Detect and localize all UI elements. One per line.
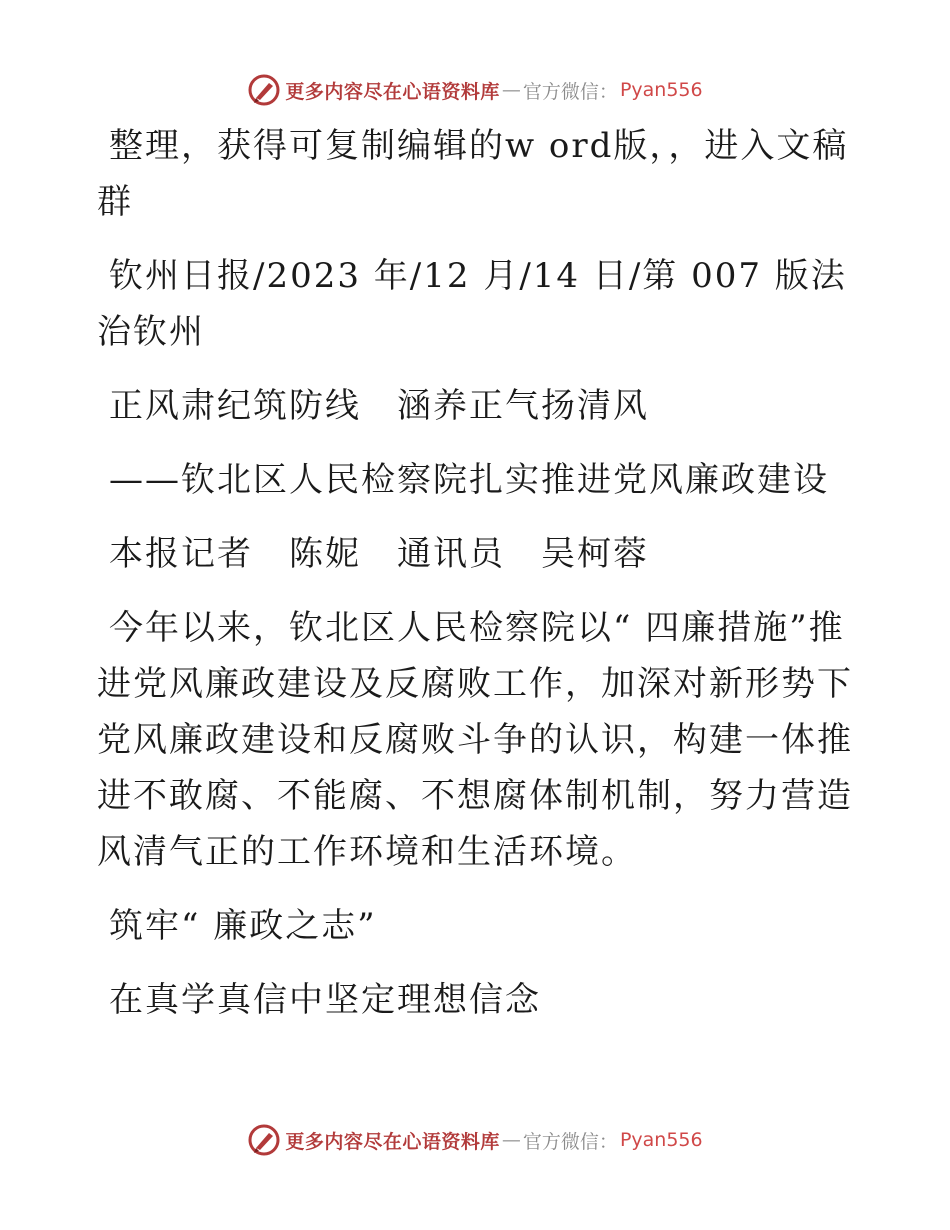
headline: 正风肃纪筑防线 涵养正气扬清风 xyxy=(109,386,649,426)
source-line: 钦州日报/2023 年/12 月/14 日/第 007 版法治钦州 xyxy=(97,256,847,352)
watermark-official-label: 官方微信： xyxy=(522,80,618,103)
document-body xyxy=(97,118,857,1046)
section-heading: 筑牢“ 廉政之志” xyxy=(109,906,377,946)
section-subheading: 在真学真信中坚定理想信念 xyxy=(109,980,541,1020)
watermark-separator: — xyxy=(501,79,521,101)
pen-logo-icon xyxy=(247,1123,281,1157)
watermark-banner-top xyxy=(0,70,950,110)
watermark-site: 更多内容尽在心语资料库 xyxy=(285,1130,500,1153)
watermark-site: 更多内容尽在心语资料库 xyxy=(285,80,500,103)
intro-line: 整理，获得可复制编辑的w ord版，，进入文稿群 xyxy=(97,126,849,222)
watermark-official-label: 官方微信： xyxy=(522,1130,618,1153)
subheadline: ——钦北区人民检察院扎实推进党风廉政建设 xyxy=(109,460,829,500)
watermark-wechat-id: Pyan556 xyxy=(619,79,703,101)
watermark-banner-bottom xyxy=(0,1120,950,1160)
pen-logo-icon xyxy=(247,73,281,107)
watermark-wechat-id: Pyan556 xyxy=(619,1129,703,1151)
byline: 本报记者 陈妮 通讯员 吴柯蓉 xyxy=(109,534,649,574)
lead-paragraph: 今年以来，钦北区人民检察院以“ 四廉措施”推进党风廉政建设及反腐败工作，加深对新形势下党风廉政建设和反腐败斗争的认识，构建一体推进不敢腐、不能腐、不想腐体制机制，努力营造风清气正的工作环境和生活环境。 xyxy=(97,608,853,872)
watermark-separator: — xyxy=(501,1129,521,1151)
